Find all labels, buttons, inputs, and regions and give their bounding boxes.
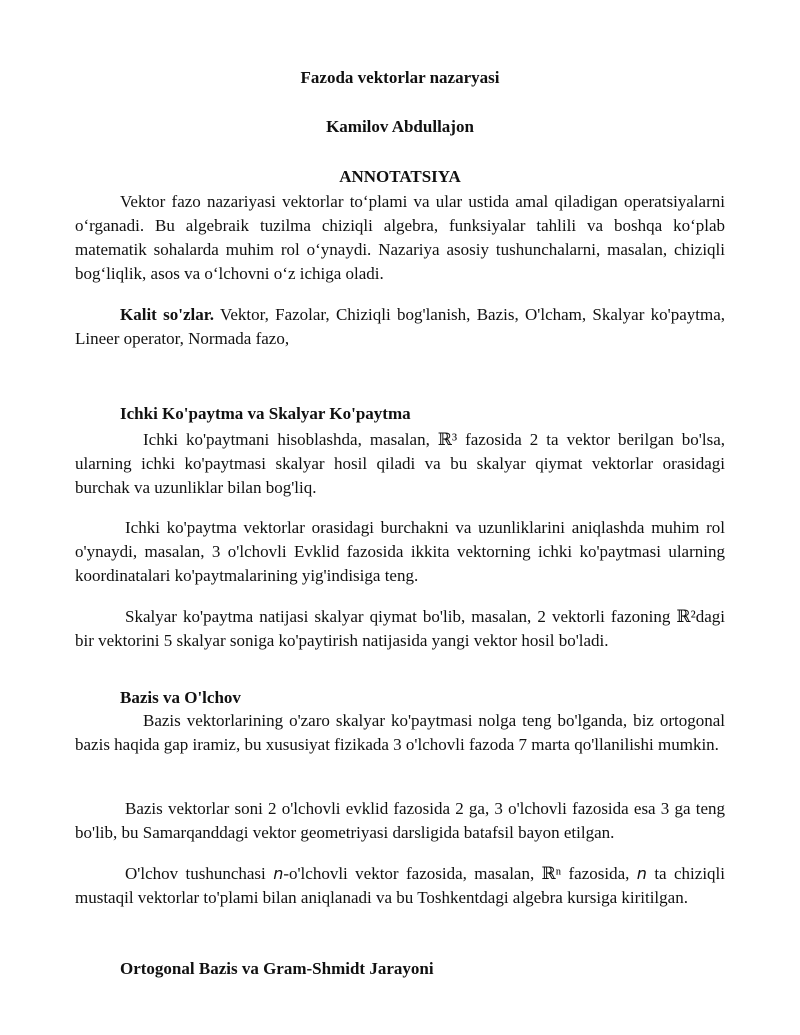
paragraph xyxy=(75,605,725,653)
keywords-text: Vektor, Fazolar, Chiziqli bog'lanish, Bazis, O'lcham, Skalyar ko'paytma, Lineer operator, Normada fazo, xyxy=(75,305,725,348)
annotation-paragraph xyxy=(75,190,725,286)
keywords-paragraph xyxy=(75,303,725,351)
keywords-label: Kalit so'zlar. xyxy=(120,305,214,324)
annotation-heading: ANNOTATSIYA xyxy=(339,167,461,186)
paragraph xyxy=(75,709,725,757)
math-variable-n: n xyxy=(273,864,284,883)
annotation-text: Vektor fazo nazariyasi vektorlar to‘plami va ular ustida amal qiladigan operatsiyalarni o‘rganadi. Bu algebraik tuzilma chiziqli algebra, funksiyalar tahlili va boshqa ko‘plab matematik sohalarda muhim rol o‘ynaydi. Nazariya asosiy tushunchalarni, masalan, chiziqli bog‘liqlik, asos va o‘lchovni o‘z ichiga oladi. xyxy=(75,192,725,283)
paragraph xyxy=(75,516,725,588)
math-variable-n: n xyxy=(636,864,647,883)
section-heading-orthogonal-basis: Ortogonal Bazis va Gram-Shmidt Jarayoni xyxy=(120,959,434,978)
document-title: Fazoda vektorlar nazaryasi xyxy=(300,68,500,87)
paragraph xyxy=(75,428,725,500)
section-heading-basis: Bazis va O'lchov xyxy=(120,688,241,707)
paragraph-text: Ichki ko'paytmani hisoblashda, masalan, ℝ³ fazosida 2 ta vektor berilgan bo'lsa, ularning ichki ko'paytmasi skalyar hosil qiladi va bu skalyar qiymat vektorlar orasidagi burchak va uzunliklar bilan bog'liq. xyxy=(75,430,725,497)
paragraph-text: Bazis vektorlarining o'zaro skalyar ko'paytmasi nolga teng bo'lganda, biz ortogonal bazis haqida gap iramiz, bu xususiyat fizikada 3 o'lchovli fazoda 7 marta qo'llanilishi mumkin. xyxy=(75,711,725,754)
section-heading-inner-product: Ichki Ko'paytma va Skalyar Ko'paytma xyxy=(120,404,411,423)
paragraph-text: Skalyar ko'paytma natijasi skalyar qiymat bo'lib, masalan, 2 vektorli fazoning ℝ²dagi bir vektorini 5 skalyar soniga ko'paytirish natijasida yangi vektor hosil bo'ladi. xyxy=(75,607,725,650)
author-name: Kamilov Abdullajon xyxy=(326,117,474,136)
paragraph xyxy=(75,862,725,910)
paragraph-text: ta chiziqli mustaqil vektorlar to'plami bilan aniqlanadi va bu Toshkentdagi algebra kursiga kiritilgan. xyxy=(75,864,725,907)
paragraph-text: Ichki ko'paytma vektorlar orasidagi burchakni va uzunliklarini aniqlashda muhim rol o'ynaydi, masalan, 3 o'lchovli Evklid fazosida ikkita vektorning ichki ko'paytmasi ularning koordinatalari ko'paytmalarining yig'indisiga teng. xyxy=(75,518,725,585)
paragraph-text: O'lchov tushunchasi xyxy=(125,864,274,883)
paragraph-text: -o'lchovli vektor fazosida, masalan, ℝⁿ fazosida, xyxy=(283,864,637,883)
paragraph xyxy=(75,797,725,845)
paragraph-text: Bazis vektorlar soni 2 o'lchovli evklid fazosida 2 ga, 3 o'lchovli fazosida esa 3 ga teng bo'lib, bu Samarqanddagi vektor geometriyasi darsligida batafsil bayon etilgan. xyxy=(75,799,725,842)
